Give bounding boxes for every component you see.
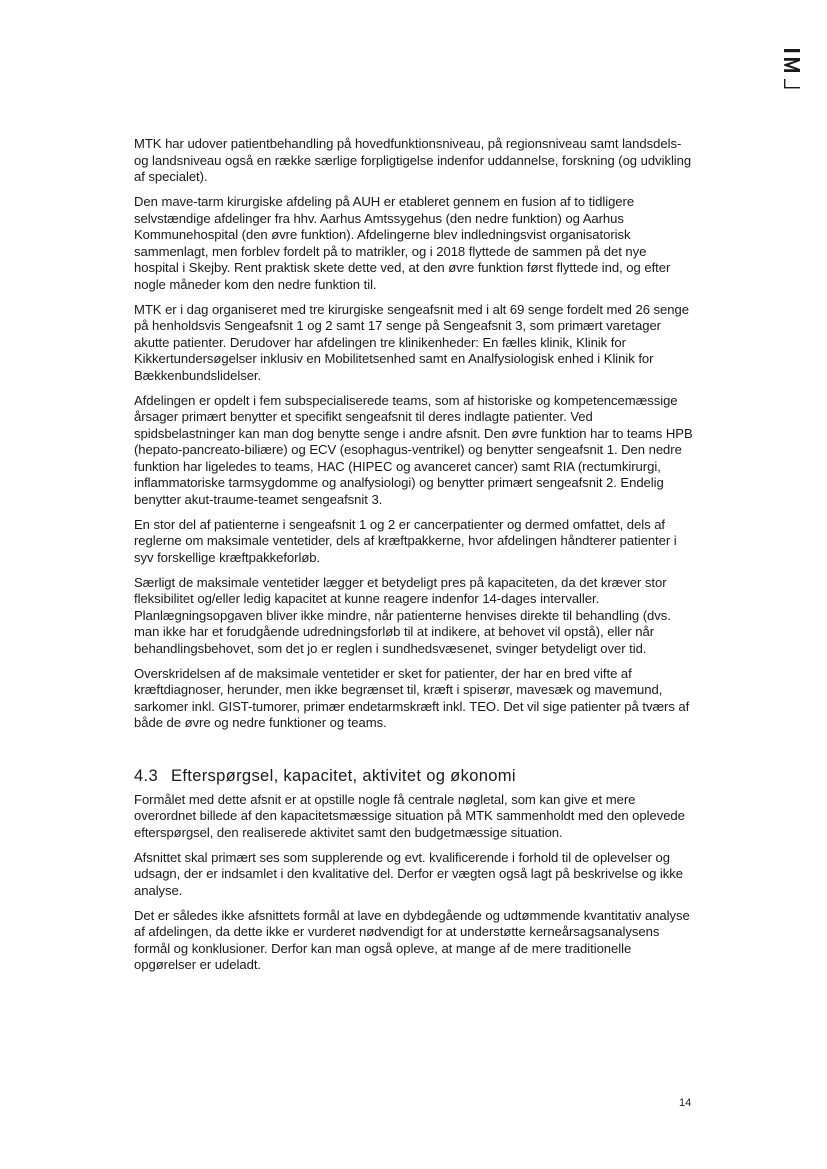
paragraph-9: Afsnittet skal primært ses som supplerende og evt. kvalificerende i forhold til de oplevelser og udsagn, der er indsamlet i den kvalitative del. Derfor er vægten også lagt på beskrivelse og ikke analyse. — [134, 849, 684, 898]
page-number: 14 — [679, 1097, 692, 1109]
section-heading — [134, 766, 694, 786]
section-number: 4.3 — [134, 765, 158, 785]
paragraph-5: En stor del af patienterne i sengeafsnit 1 og 2 er cancerpatienter og dermed omfattet, dels af reglerne om maksimale ventetider, dels af kræftpakkerne, hvor afdelingen håndterer patienter i syv forskellige kræftpakkeforløb. — [134, 516, 677, 565]
document-body — [134, 136, 694, 982]
section-title: Efterspørgsel, kapacitet, aktivitet og økonomi — [171, 765, 516, 785]
paragraph-4: Afdelingen er opdelt i fem subspecialiserede teams, som af historiske og kompetencemæssige årsager primært benytter et specifikt sengeafsnit til deres indlagte patienter. Ved spidsbelastninger kan man dog benytte senge i andre afsnit. Den øvre funktion har to teams HPB (hepato-pancreato-biliære) og ECV (esophagus-ventrikel) og benytter sengeafsnit 1. Den nedre funktion har ligeledes to teams, HAC (HIPEC og avanceret cancer) samt RIA (rectumkirurgi, inflammatoriske tarmsygdomme og analfysiologi) og benytter primært sengeafsnit 2. Endelig benytter akut-traume-teamet sengeafsnit 3. — [134, 392, 693, 507]
im-logo-mark — [775, 44, 805, 92]
paragraph-7: Overskridelsen af de maksimale ventetider er sket for patienter, der har en bred vifte af kræftdiagnoser, herunder, men ikke begrænset til, kræft i spiserør, mavesæk og mavemund, sarkomer inkl. GIST-tumorer, primær endetarmskræft inkl. TEO. Det vil sige patienter på tværs af både de øvre og nedre funktioner og teams. — [134, 665, 690, 730]
im-logo — [775, 44, 805, 92]
paragraph-8: Formålet med dette afsnit er at opstille nogle få centrale nøgletal, som kan give et mere overordnet billede af den kapacitetsmæssige situation på MTK sammenholdt med den oplevede efterspørgsel, den realiserede aktivitet samt den budgetmæssige situation. — [134, 791, 685, 840]
paragraph-6: Særligt de maksimale ventetider lægger et betydeligt pres på kapaciteten, da det kræver stor fleksibilitet og/eller ledig kapacitet at kunne reagere indenfor 14-dages intervaller. Planlægningsopgaven bliver ikke mindre, når patienterne henvises direkte til behandling (dvs. man ikke har et forudgående udredningsforløb til at indikere, at behovet vil opstå), eller når behandlingsbehovet, som det jo er reglen i sundhedsvæsenet, svinger betydeligt over tid. — [134, 574, 671, 656]
paragraph-1: MTK har udover patientbehandling på hovedfunktionsniveau, på regionsniveau samt landsdels- og landsniveau også en række særlige forpligtigelse indenfor uddannelse, forskning (og udvikling af specialet). — [134, 136, 692, 184]
paragraph-3: MTK er i dag organiseret med tre kirurgiske sengeafsnit med i alt 69 senge fordelt med 26 senge på henholdsvis Sengeafsnit 1 og 2 samt 17 senge på Sengeafsnit 3, som primært varetager akutte patienter. Derudover har afdelingen tre klinikenheder: En fælles klinik, Klinik for Kikkertundersøgelser inklusiv en Mobilitetsenhed samt en Analfysiologisk enhed i Klinik for Bækkenbundslidelser. — [134, 301, 689, 383]
paragraph-2: Den mave-tarm kirurgiske afdeling på AUH er etableret gennem en fusion af to tidligere selvstændige afdelinger fra hhv. Aarhus Amtssygehus (den nedre funktion) og Aarhus Kommunehospital (den øvre funktion). Afdelingerne blev indledningsvist organisatorisk sammenlagt, men forblev fordelt på to matrikler, og i 2018 flyttede de sammen på det nye hospital i Skejby. Rent praktisk skete dette ved, at den øvre funktion først flyttede ind, og efter nogle måneder kom den nedre funktion til. — [134, 194, 671, 292]
paragraph-10: Det er således ikke afsnittets formål at lave en dybdegående og udtømmende kvantitativ analyse af afdelingen, da dette ikke er vurderet nødvendigt for at understøtte kerneårsagsanalysens formål og konklusioner. Derfor kan man også opleve, at mange af de mere traditionelle opgørelser er udeladt. — [134, 907, 690, 972]
